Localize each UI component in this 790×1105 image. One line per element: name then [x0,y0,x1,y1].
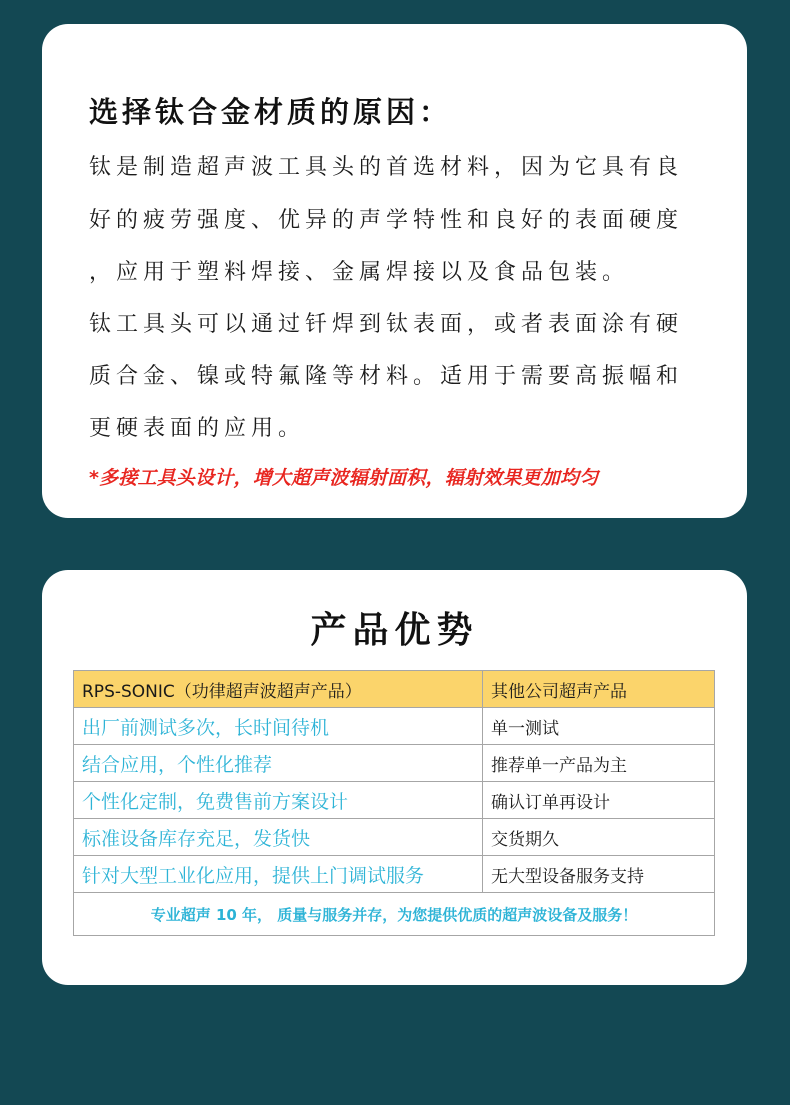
comparison-table [73,670,715,936]
other-company-cell: 确认订单再设计 [483,782,715,819]
rps-advantage-cell: 结合应用，个性化推荐 [74,745,483,782]
table-footer-row [74,893,715,936]
header-other-companies: 其他公司超声产品 [483,671,715,708]
header-rps-sonic: RPS-SONIC（功律超声波超声产品） [74,671,483,708]
paragraph-line: 钛工具头可以通过钎焊到钛表面，或者表面涂有硬 [89,312,684,337]
paragraph-line: 好的疲劳强度、优异的声学特性和良好的表面硬度 [89,208,684,233]
paragraph-line: 钛是制造超声波工具头的首选材料，因为它具有良 [89,155,684,180]
paragraph-line: 更硬表面的应用。 [89,416,306,441]
rps-advantage-cell: 个性化定制，免费售前方案设计 [74,782,483,819]
other-company-cell: 单一测试 [483,708,715,745]
rps-advantage-cell: 针对大型工业化应用，提供上门调试服务 [74,856,483,893]
design-note: *多接工具头设计，增大超声波辐射面积，辐射效果更加均匀 [89,467,599,489]
table-row [74,782,715,819]
table-row [74,856,715,893]
rps-advantage-cell: 标准设备库存充足，发货快 [74,819,483,856]
material-reason-card [42,24,747,518]
table-footer-slogan: 专业超声 10 年， 质量与服务并存，为您提供优质的超声波设备及服务！ [74,893,715,936]
material-reason-title: 选择钛合金材质的原因： [89,95,453,129]
table-row [74,708,715,745]
paragraph-line: 质合金、镍或特氟隆等材料。适用于需要高振幅和 [89,364,684,389]
rps-advantage-cell: 出厂前测试多次，长时间待机 [74,708,483,745]
other-company-cell: 推荐单一产品为主 [483,745,715,782]
table-row [74,819,715,856]
other-company-cell: 交货期久 [483,819,715,856]
table-header-row [74,671,715,708]
product-advantage-title: 产品优势 [310,609,479,651]
table-row [74,745,715,782]
paragraph-line: ，应用于塑料焊接、金属焊接以及食品包装。 [89,260,630,285]
other-company-cell: 无大型设备服务支持 [483,856,715,893]
product-advantage-card [42,570,747,985]
